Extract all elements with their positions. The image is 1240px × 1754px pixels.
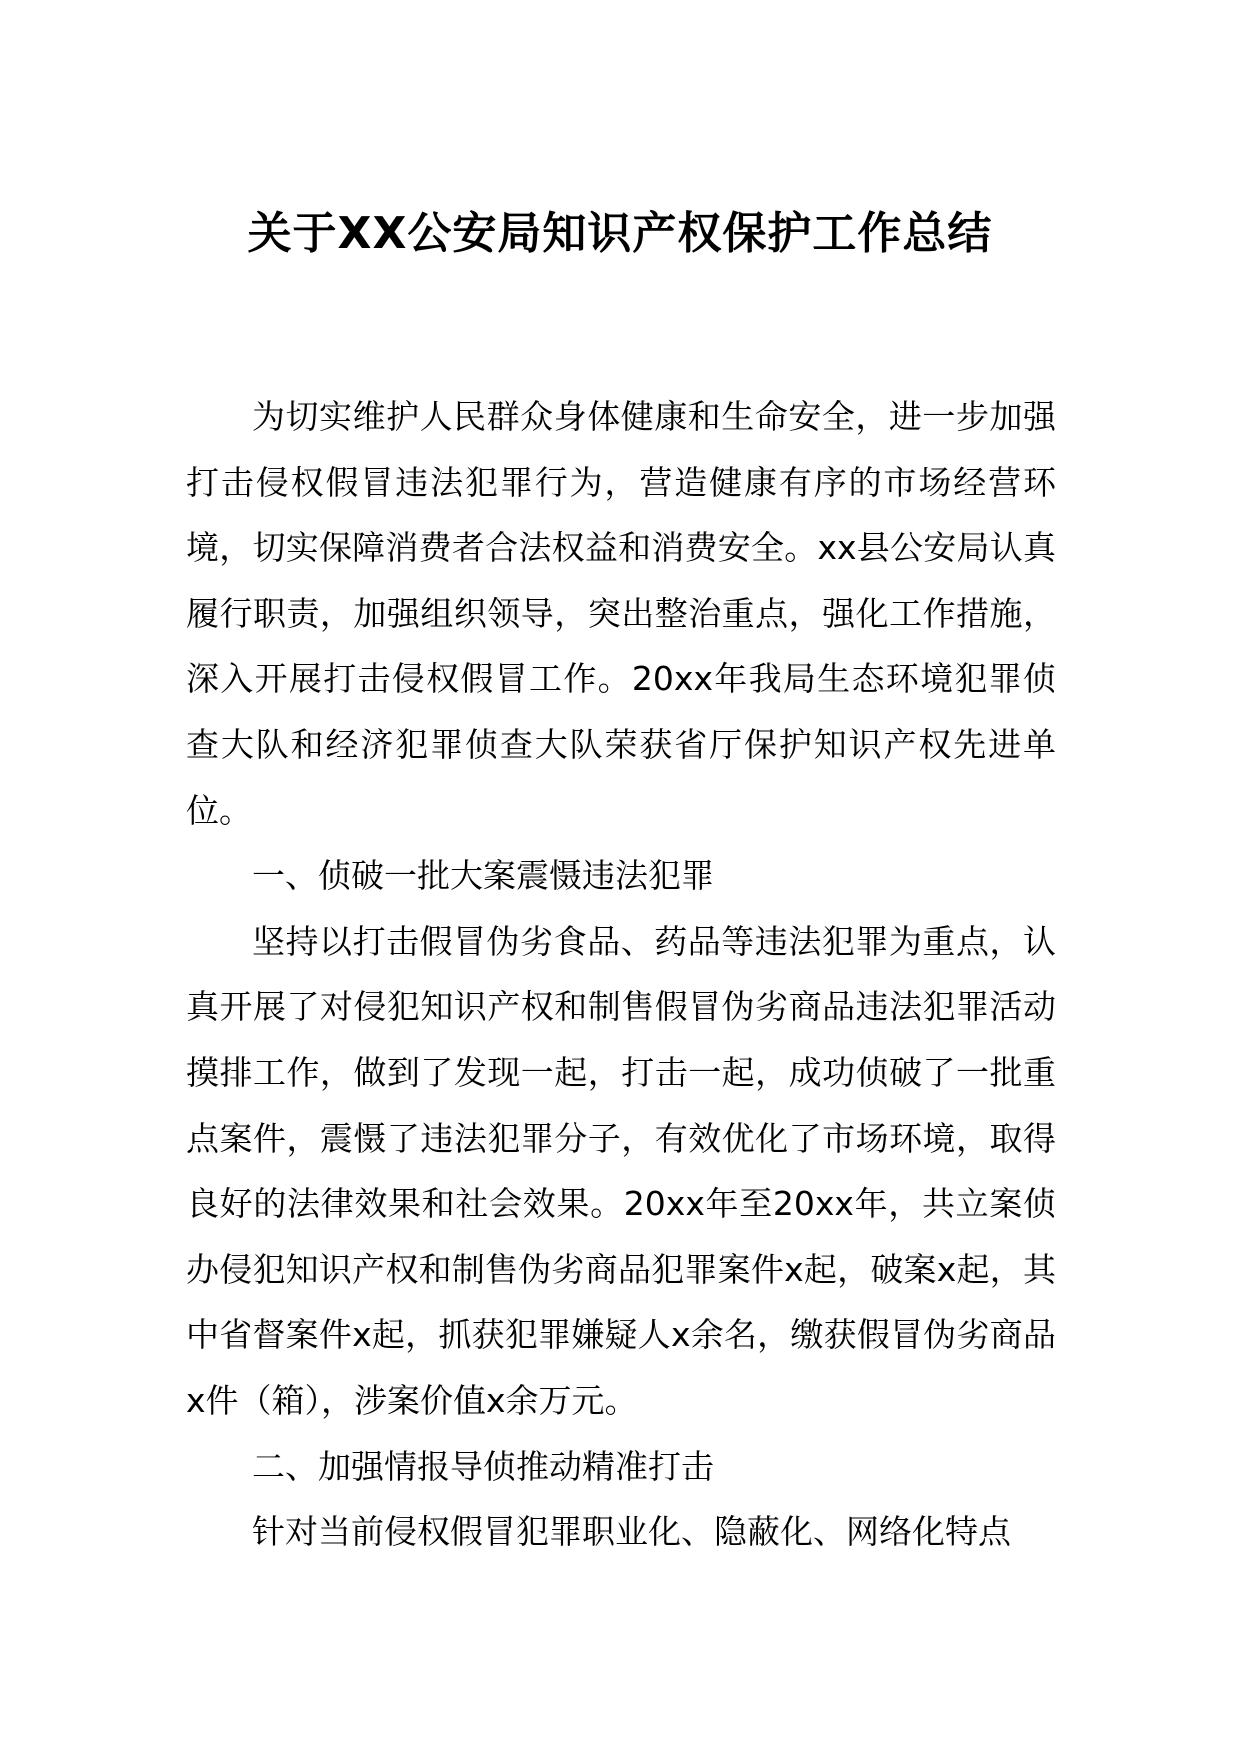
intro-paragraph: 为切实维护人民群众身体健康和生命安全，进一步加强打击侵权假冒违法犯罪行为，营造健康有序的市场经营环境，切实保障消费者合法权益和消费安全。xx县公安局认真履行职责，加强组织领导，突出整治重点，强化工作措施，深入开展打击侵权假冒工作。20xx年我局生态环境犯罪侦查大队和经济犯罪侦查大队荣获省厅保护知识产权先进单位。 (186, 397, 1056, 830)
document-title: 关于XX公安局知识产权保护工作总结 (247, 208, 993, 259)
document-body (186, 384, 1056, 1565)
section-1-paragraph: 坚持以打击假冒伪劣食品、药品等违法犯罪为重点，认真开展了对侵犯知识产权和制售假冒伪劣商品违法犯罪活动摸排工作，做到了发现一起，打击一起，成功侦破了一批重点案件，震慑了违法犯罪分子，有效优化了市场环境，取得良好的法律效果和社会效果。20xx年至20xx年，共立案侦办侵犯知识产权和制售伪劣商品犯罪案件x起，破案x起，其中省督案件x起，抓获犯罪嫌疑人x余名，缴获假冒伪劣商品x件（箱），涉案价值x余万元。 (186, 921, 1056, 1420)
section-2-paragraph: 针对当前侵权假冒犯罪职业化、隐蔽化、网络化特点 (252, 1512, 1011, 1552)
section-heading-1: 一、侦破一批大案震慑违法犯罪 (252, 856, 714, 896)
section-heading-2: 二、加强情报导侦推动精准打击 (252, 1446, 714, 1486)
